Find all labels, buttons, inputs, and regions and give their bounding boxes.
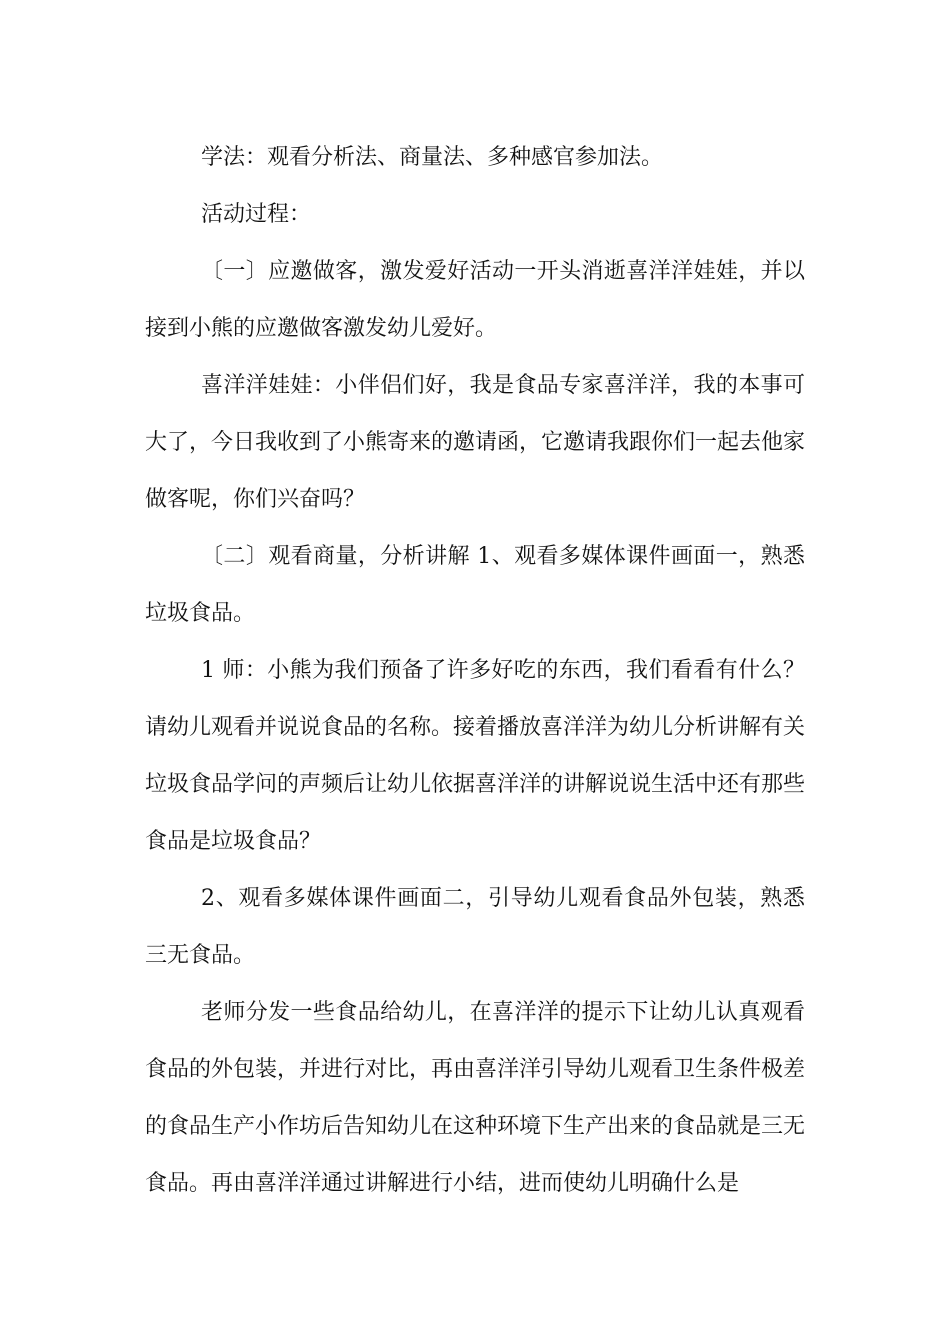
paragraph-doll-speech: 喜洋洋娃娃：小伴侣们好，我是食品专家喜洋洋，我的本事可大了，今日我收到了小熊寄来的邀请函，它邀请我跟你们一起去他家做客呢，你们兴奋吗？ — [145, 373, 806, 512]
paragraph-teacher-one: 1 师：小熊为我们预备了许多好吃的东西，我们看看有什么？请幼儿观看并说说食品的名称。接着播放喜洋洋为幼儿分析讲解有关垃圾食品学问的声频后让幼儿依据喜洋洋的讲解说说生活中还有那些食品是垃圾食品？ — [145, 658, 806, 854]
paragraph-section-two: 〔二〕观看商量，分析讲解 1、观看多媒体课件画面一，熟悉垃圾食品。 — [145, 544, 805, 626]
paragraph-section-one: 〔一〕应邀做客，激发爱好活动一开头消逝喜洋洋娃娃，并以接到小熊的应邀做客激发幼儿爱好。 — [145, 259, 805, 341]
document-body — [145, 129, 805, 1212]
paragraph-activity-process: 活动过程： — [201, 202, 312, 227]
paragraph-study-methods: 学法：观看分析法、商量法、多种感官参加法。 — [201, 145, 664, 170]
paragraph-step-two: 2、观看多媒体课件画面二，引导幼儿观看食品外包装，熟悉三无食品。 — [145, 886, 805, 968]
paragraph-teacher-distribute: 老师分发一些食品给幼儿，在喜洋洋的提示下让幼儿认真观看食品的外包装，并进行对比，再由喜洋洋引导幼儿观看卫生条件极差的食品生产小作坊后告知幼儿在这种环境下生产出来的食品就是三无食品。再由喜洋洋通过讲解进行小结，进而使幼儿明确什么是 — [145, 1000, 806, 1196]
